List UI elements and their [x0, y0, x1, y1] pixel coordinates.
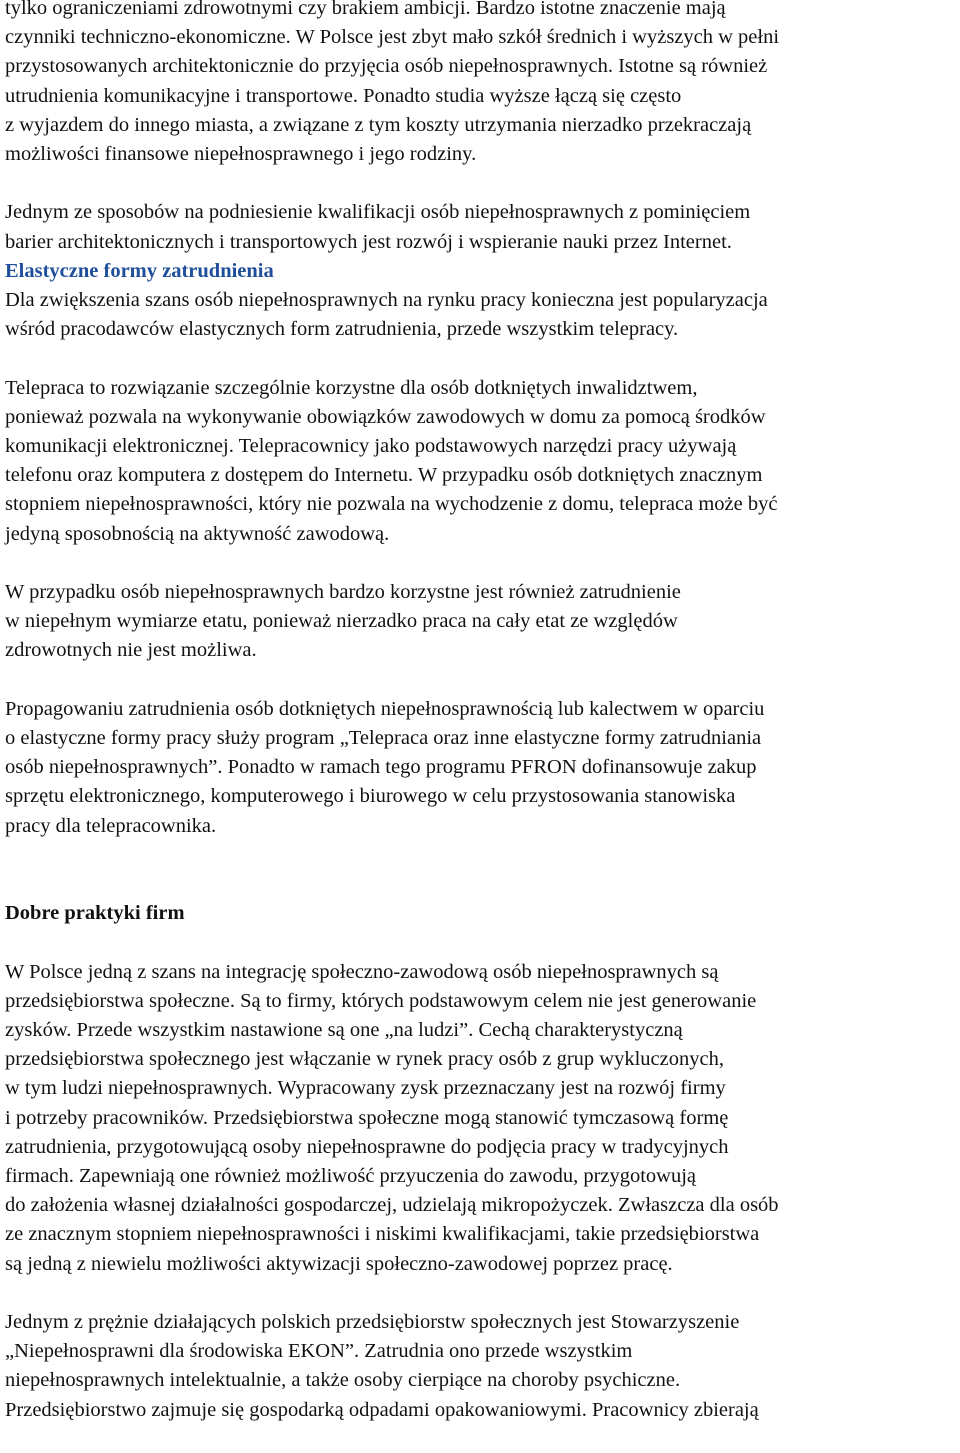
paragraph-spacer — [5, 928, 957, 957]
paragraph-spacer — [5, 169, 957, 198]
paragraph-spacer — [5, 1279, 957, 1308]
paragraph-pfron-program: Propagowaniu zatrudnienia osób dotkniętych niepełnosprawnością lub kalectwem w oparciu o elastyczne formy pracy służy program „Telepraca oraz inne elastyczne formy zatrudniania osób niepełnosprawnych”. Ponadto w ramach tego programu PFRON dofinansowuje zakup sprzętu elektronicznego, komputerowego i biurowego w celu przystosowania stanowiska pracy dla telepracownika. — [5, 697, 765, 837]
paragraph-telework-benefits: Telepraca to rozwiązanie szczególnie korzystne dla osób dotkniętych inwalidztwem, ponieważ pozwala na wykonywanie obowiązków zawodowych w domu za pomocą środków komunikacji elektronicznej. Telepracownicy jako podstawowych narzędzi pracy używają telefonu oraz komputera z dostępem do Internetu. W przypadku osób dotkniętych znacznym stopniem niepełnosprawności, który nie pozwala na wychodzenie z domu, telepraca może być jedyną sposobnością na aktywność zawodową. — [5, 376, 778, 545]
paragraph-social-enterprises: W Polsce jedną z szans na integrację społeczno-zawodową osób niepełnosprawnych są przedsiębiorstwa społeczne. Są to firmy, których podstawowym celem nie jest generowanie zysków. Przede wszystkim nastawione są one „na ludzi”. Cechą charakterystyczną przedsiębiorstwa społecznego jest włączanie w rynek pracy osób z grup wykluczonych, w tym ludzi niepełnosprawnych. Wypracowany zysk przeznaczany jest na rozwój firmy i potrzeby pracowników. Przedsiębiorstwa społeczne mogą stanowić tymczasową formę zatrudnienia, przygotowującą osoby niepełnosprawne do podjęcia pracy w tradycyjnych firmach. Zapewniają one również możliwość przyuczenia do zawodu, przygotowują do założenia własnej działalności gospodarczej, udzielają mikropożyczek. Zwłaszcza dla osób ze znacznym stopniem niepełnosprawności i niskimi kwalifikacjami, takie przedsiębiorstwa są jedną z niewielu możliwości aktywizacji społeczno-zawodowej poprzez pracę. — [5, 960, 779, 1275]
paragraph-spacer — [5, 344, 957, 373]
document-page — [5, 0, 957, 1425]
paragraph-internet-learning: Jednym ze sposobów na podniesienie kwalifikacji osób niepełnosprawnych z pominięciem barier architektonicznych i transportowych jest rozwój i wspieranie nauki przez Internet. — [5, 201, 751, 253]
heading-good-practices: Dobre praktyki firm — [5, 902, 185, 925]
paragraph-ekon-association: Jednym z prężnie działających polskich przedsiębiorstw społecznych jest Stowarzyszenie „Niepełnosprawni dla środowiska EKON”. Zatrudnia ono przede wszystkim niepełnosprawnych intelektualnie, a także osoby cierpiące na choroby psychiczne. Przedsiębiorstwo zajmuje się gospodarką odpadami opakowaniowymi. Pracownicy zbierają — [5, 1311, 759, 1421]
section-spacer — [5, 841, 957, 899]
paragraph-spacer — [5, 666, 957, 695]
paragraph-studies-barriers: tylko ograniczeniami zdrowotnymi czy brakiem ambicji. Bardzo istotne znaczenie mają czynniki techniczno-ekonomiczne. W Polsce jest zbyt mało szkół średnich i wyższych w pełni przystosowanych architektonicznie do przyjęcia osób niepełnosprawnych. Istotne są również utrudnienia komunikacyjne i transportowe. Ponadto studia wyższe łączą się często z wyjazdem do innego miasta, a związane z tym koszty utrzymania nierzadko przekraczają możliwości finansowe niepełnosprawnego i jego rodziny. — [5, 0, 780, 166]
paragraph-telework-popularization: Dla zwiększenia szans osób niepełnosprawnych na rynku pracy konieczna jest popularyzacja wśród pracodawców elastycznych form zatrudnienia, przede wszystkim telepracy. — [5, 289, 768, 341]
paragraph-spacer — [5, 549, 957, 578]
heading-flexible-employment: Elastyczne formy zatrudnienia — [5, 259, 274, 282]
paragraph-part-time: W przypadku osób niepełnosprawnych bardzo korzystne jest również zatrudnienie w niepełnym wymiarze etatu, ponieważ nierzadko praca na cały etat ze względów zdrowotnych nie jest możliwa. — [5, 581, 681, 662]
